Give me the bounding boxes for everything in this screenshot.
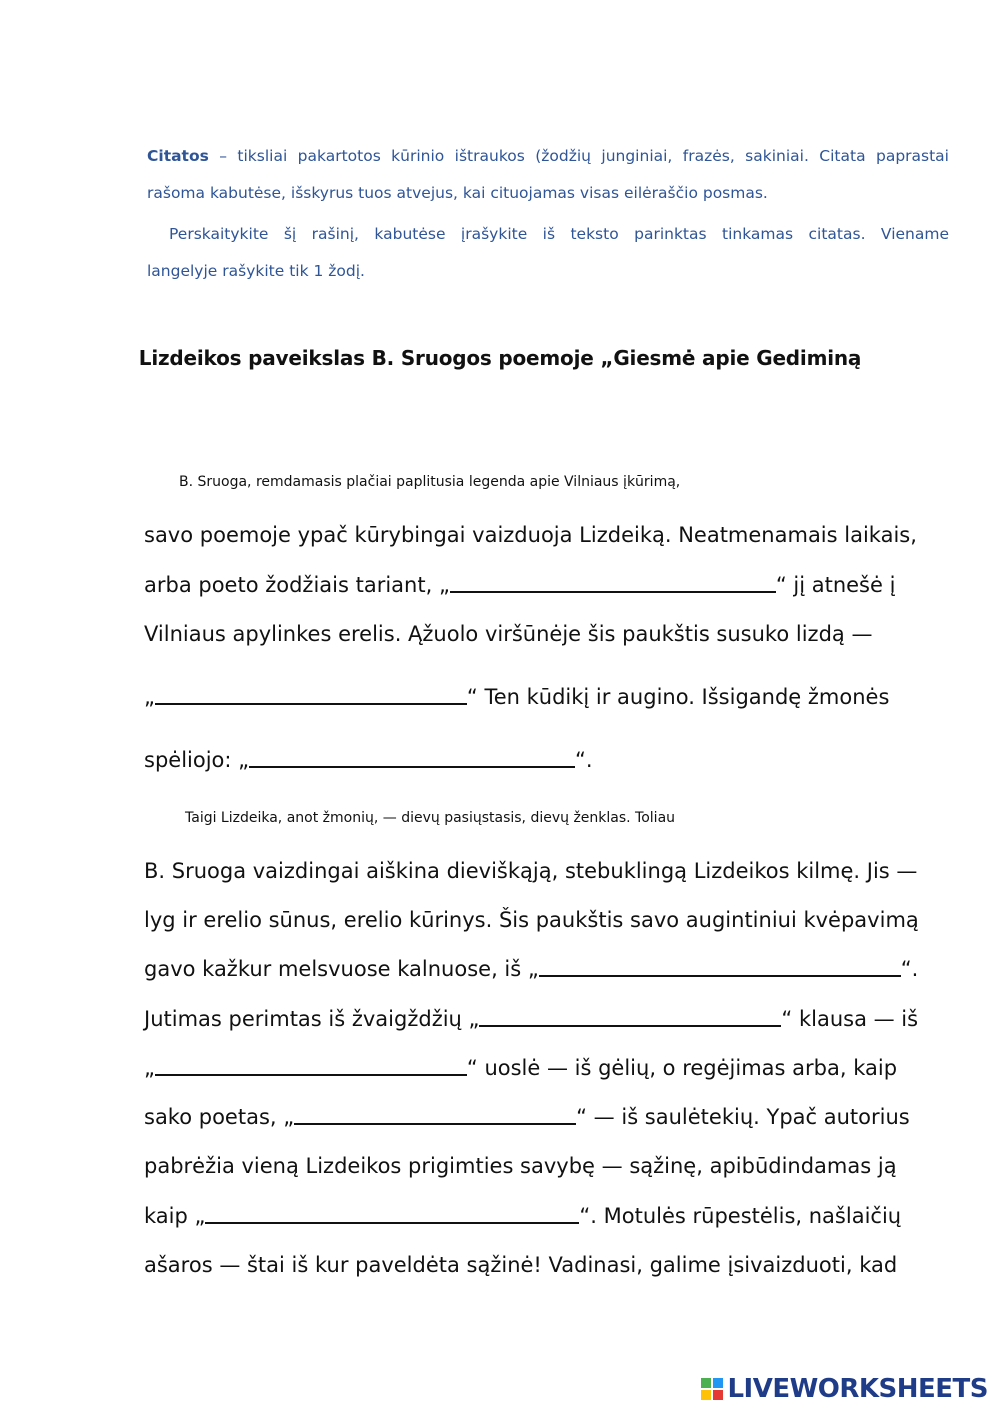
essay-line: Taigi Lizdeika, anot žmonių, — dievų pasiųstasis, dievų ženklas. Toliau xyxy=(185,810,676,826)
liveworksheets-logo[interactable] xyxy=(701,1374,988,1404)
liveworksheets-logo-icon xyxy=(701,1378,723,1400)
essay-line: pabrėžia vieną Lizdeikos prigimties savybę — sąžinę, apibūdindamas ją xyxy=(144,1154,897,1178)
answer-blank-8[interactable] xyxy=(205,1204,579,1224)
answer-blank-5[interactable] xyxy=(479,1007,781,1027)
essay-line: B. Sruoga, remdamasis plačiai paplitusia legenda apie Vilniaus įkūrimą, xyxy=(179,474,681,490)
answer-blank-7[interactable] xyxy=(294,1105,576,1125)
essay-line: sako poetas, „ “ — iš saulėtekių. Ypač autorius xyxy=(144,1105,910,1129)
essay-line: kaip „ “. Motulės rūpestėlis, našlaičių xyxy=(144,1204,902,1228)
essay-line: savo poemoje ypač kūrybingai vaizduoja Lizdeiką. Neatmenamais laikais, xyxy=(144,523,917,547)
intro-definition xyxy=(147,138,949,212)
answer-input-7[interactable] xyxy=(294,1110,576,1128)
answer-input-1[interactable] xyxy=(450,578,776,596)
answer-input-4[interactable] xyxy=(539,962,901,980)
term-citatos: Citatos xyxy=(147,147,209,165)
task-line-1: Perskaitykite šį rašinį, kabutėse įrašykite iš teksto parinktas tinkamas citatas. Viename xyxy=(169,225,949,243)
answer-input-5[interactable] xyxy=(479,1012,781,1030)
answer-blank-4[interactable] xyxy=(539,957,901,977)
task-line-2: langelyje rašykite tik 1 žodį. xyxy=(147,262,365,280)
answer-input-3[interactable] xyxy=(249,753,575,771)
essay-line: „ “ Ten kūdikį ir augino. Išsigandę žmonės xyxy=(144,685,890,709)
essay-line: gavo kažkur melsvuose kalnuose, iš „ “. xyxy=(144,957,919,981)
logo-square xyxy=(713,1390,723,1400)
answer-input-8[interactable] xyxy=(205,1209,579,1227)
definition-line-1: Citatos – tiksliai pakartotos kūrinio ištraukos (žodžių junginiai, frazės, sakiniai. Citata paprastai xyxy=(147,147,949,165)
answer-blank-2[interactable] xyxy=(155,685,467,705)
logo-text: LIVEWORKSHEETS xyxy=(727,1374,988,1404)
logo-square xyxy=(713,1378,723,1388)
essay-line: Jutimas perimtas iš žvaigždžių „ “ klausa — iš xyxy=(144,1007,919,1031)
answer-input-2[interactable] xyxy=(155,690,467,708)
essay-line: lyg ir erelio sūnus, erelio kūrinys. Šis paukštis savo augintiniui kvėpavimą xyxy=(144,908,919,932)
logo-square xyxy=(701,1378,711,1388)
essay-line: Vilniaus apylinkes erelis. Ąžuolo viršūnėje šis paukštis susuko lizdą — xyxy=(144,622,873,646)
essay-line: B. Sruoga vaizdingai aiškina dieviškąją, stebuklingą Lizdeikos kilmę. Jis — xyxy=(144,859,918,883)
essay-line: arba poeto žodžiais tariant, „ “ jį atnešė į xyxy=(144,573,896,597)
definition-line-2: rašoma kabutėse, išskyrus tuos atvejus, kai cituojamas visas eilėraščio posmas. xyxy=(147,184,768,202)
page-title: Lizdeikos paveikslas B. Sruogos poemoje „Giesmė apie Gediminą xyxy=(138,346,862,370)
essay-line: spėliojo: „ “. xyxy=(144,748,593,772)
essay-line: ašaros — štai iš kur paveldėta sąžinė! Vadinasi, galime įsivaizduoti, kad xyxy=(144,1253,898,1277)
answer-blank-6[interactable] xyxy=(155,1056,467,1076)
answer-blank-1[interactable] xyxy=(450,573,776,593)
answer-input-6[interactable] xyxy=(155,1061,467,1079)
intro-task xyxy=(147,216,949,290)
logo-square xyxy=(701,1390,711,1400)
answer-blank-3[interactable] xyxy=(249,748,575,768)
essay-line: „ “ uoslė — iš gėlių, o regėjimas arba, kaip xyxy=(144,1056,898,1080)
